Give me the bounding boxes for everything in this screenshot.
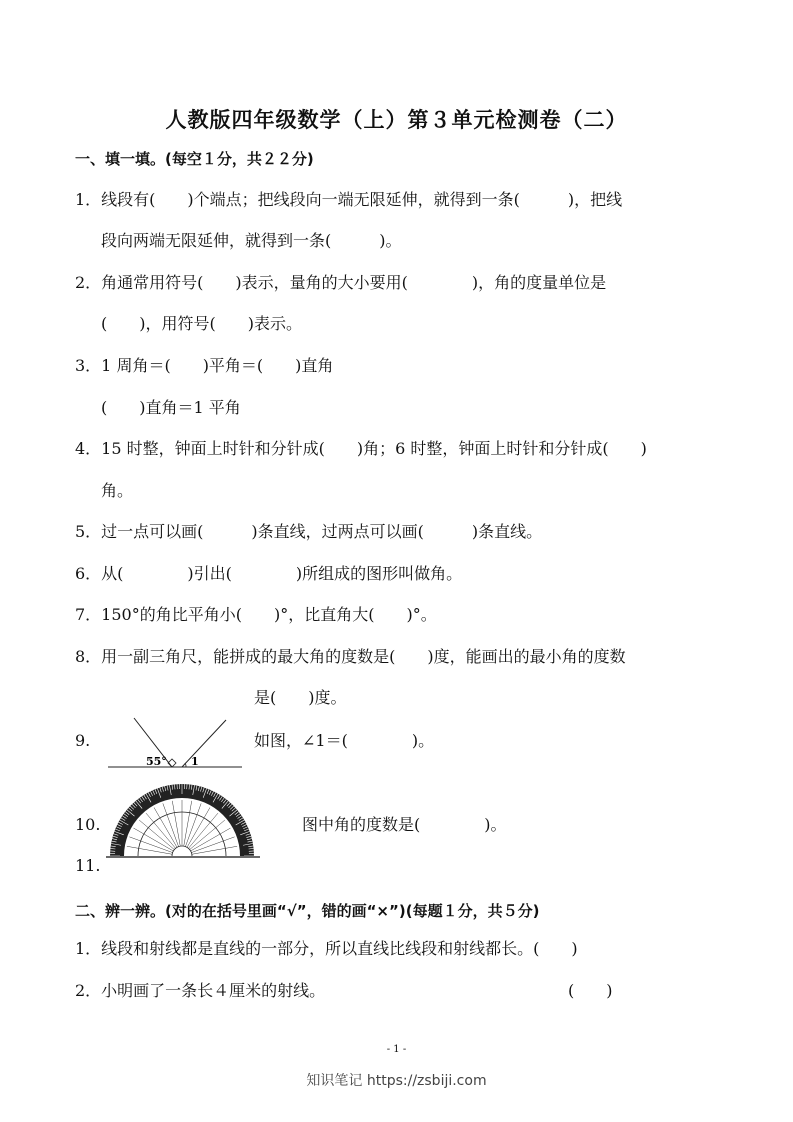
radial-line [154, 808, 177, 848]
radial-line [139, 820, 174, 850]
question-7: 7．150°的角比平角小( )°，比直角大( )°。 [75, 605, 437, 624]
radial-line [188, 813, 218, 848]
question-4-cont: 角。 [101, 481, 134, 500]
section-1-heading: 一、填一填。(每空１分，共２２分) [75, 150, 314, 168]
radial-line [185, 803, 201, 846]
angle-55-label: 55° [146, 755, 167, 768]
radial-line [187, 808, 210, 848]
judge-1: 1．线段和射线都是直线的一部分，所以直线比线段和射线都长。( ) [75, 939, 578, 958]
question-4: 4．15 时整，钟面上时针和分针成( )角；6 时整，钟面上时针和分针成( ) [75, 439, 647, 458]
question-9-number: 9. [75, 731, 91, 750]
radial-line [172, 801, 180, 846]
figure-9-angle-diagram [106, 714, 246, 774]
angle-1-label: 1 [191, 755, 199, 768]
section-2-heading: 二、辨一辨。(对的在括号里画“√”，错的画“×”)(每题１分，共５分) [75, 902, 540, 920]
page-title: 人教版四年级数学（上）第３单元检测卷（二） [165, 107, 628, 132]
judge-2-bracket: ( ) [568, 981, 613, 1000]
question-10: 图中角的度数是( )。 [302, 815, 507, 834]
question-11-number: 11. [75, 856, 101, 875]
question-3-cont: ( )直角＝1 平角 [101, 398, 241, 417]
question-10-number: 10. [75, 815, 101, 834]
radial-line [163, 803, 179, 846]
question-1: 1．线段有( )个端点；把线段向一端无限延伸，就得到一条( )，把线 [75, 190, 623, 209]
question-8: 8．用一副三角尺，能拼成的最大角的度数是( )度，能画出的最小角的度数 [75, 647, 626, 666]
radial-line [191, 837, 234, 853]
radial-line [184, 801, 192, 846]
figure-10-protractor [102, 784, 262, 860]
question-5: 5．过一点可以画( )条直线，过两点可以画( )条直线。 [75, 522, 543, 541]
radial-line [129, 837, 172, 853]
question-9: 如图，∠1＝( )。 [254, 731, 435, 750]
question-2: 2．角通常用符号( )表示，量角的大小要用( )，角的度量单位是 [75, 273, 607, 292]
question-1-cont: 段向两端无限延伸，就得到一条( )。 [101, 231, 402, 250]
question-8-cont: 是( )度。 [254, 688, 347, 707]
radial-line [192, 846, 237, 854]
question-2-cont: ( )，用符号( )表示。 [101, 314, 302, 333]
judge-2: 2．小明画了一条长４厘米的射线。 [75, 981, 326, 1000]
angle-1-arc [185, 763, 186, 767]
radial-line [127, 846, 172, 854]
radial-line [190, 820, 225, 850]
radial-line [146, 813, 176, 848]
right-ray [182, 720, 226, 767]
page-number: - 1 - [386, 1044, 407, 1055]
footer-watermark: 知识笔记 https://zsbiji.com [306, 1073, 487, 1089]
radial-line [191, 828, 231, 851]
radial-line [134, 828, 174, 851]
question-6: 6．从( )引出( )所组成的图形叫做角。 [75, 564, 463, 583]
protractor-body [110, 784, 254, 856]
question-3: 3．1 周角＝( )平角＝( )直角 [75, 356, 334, 375]
